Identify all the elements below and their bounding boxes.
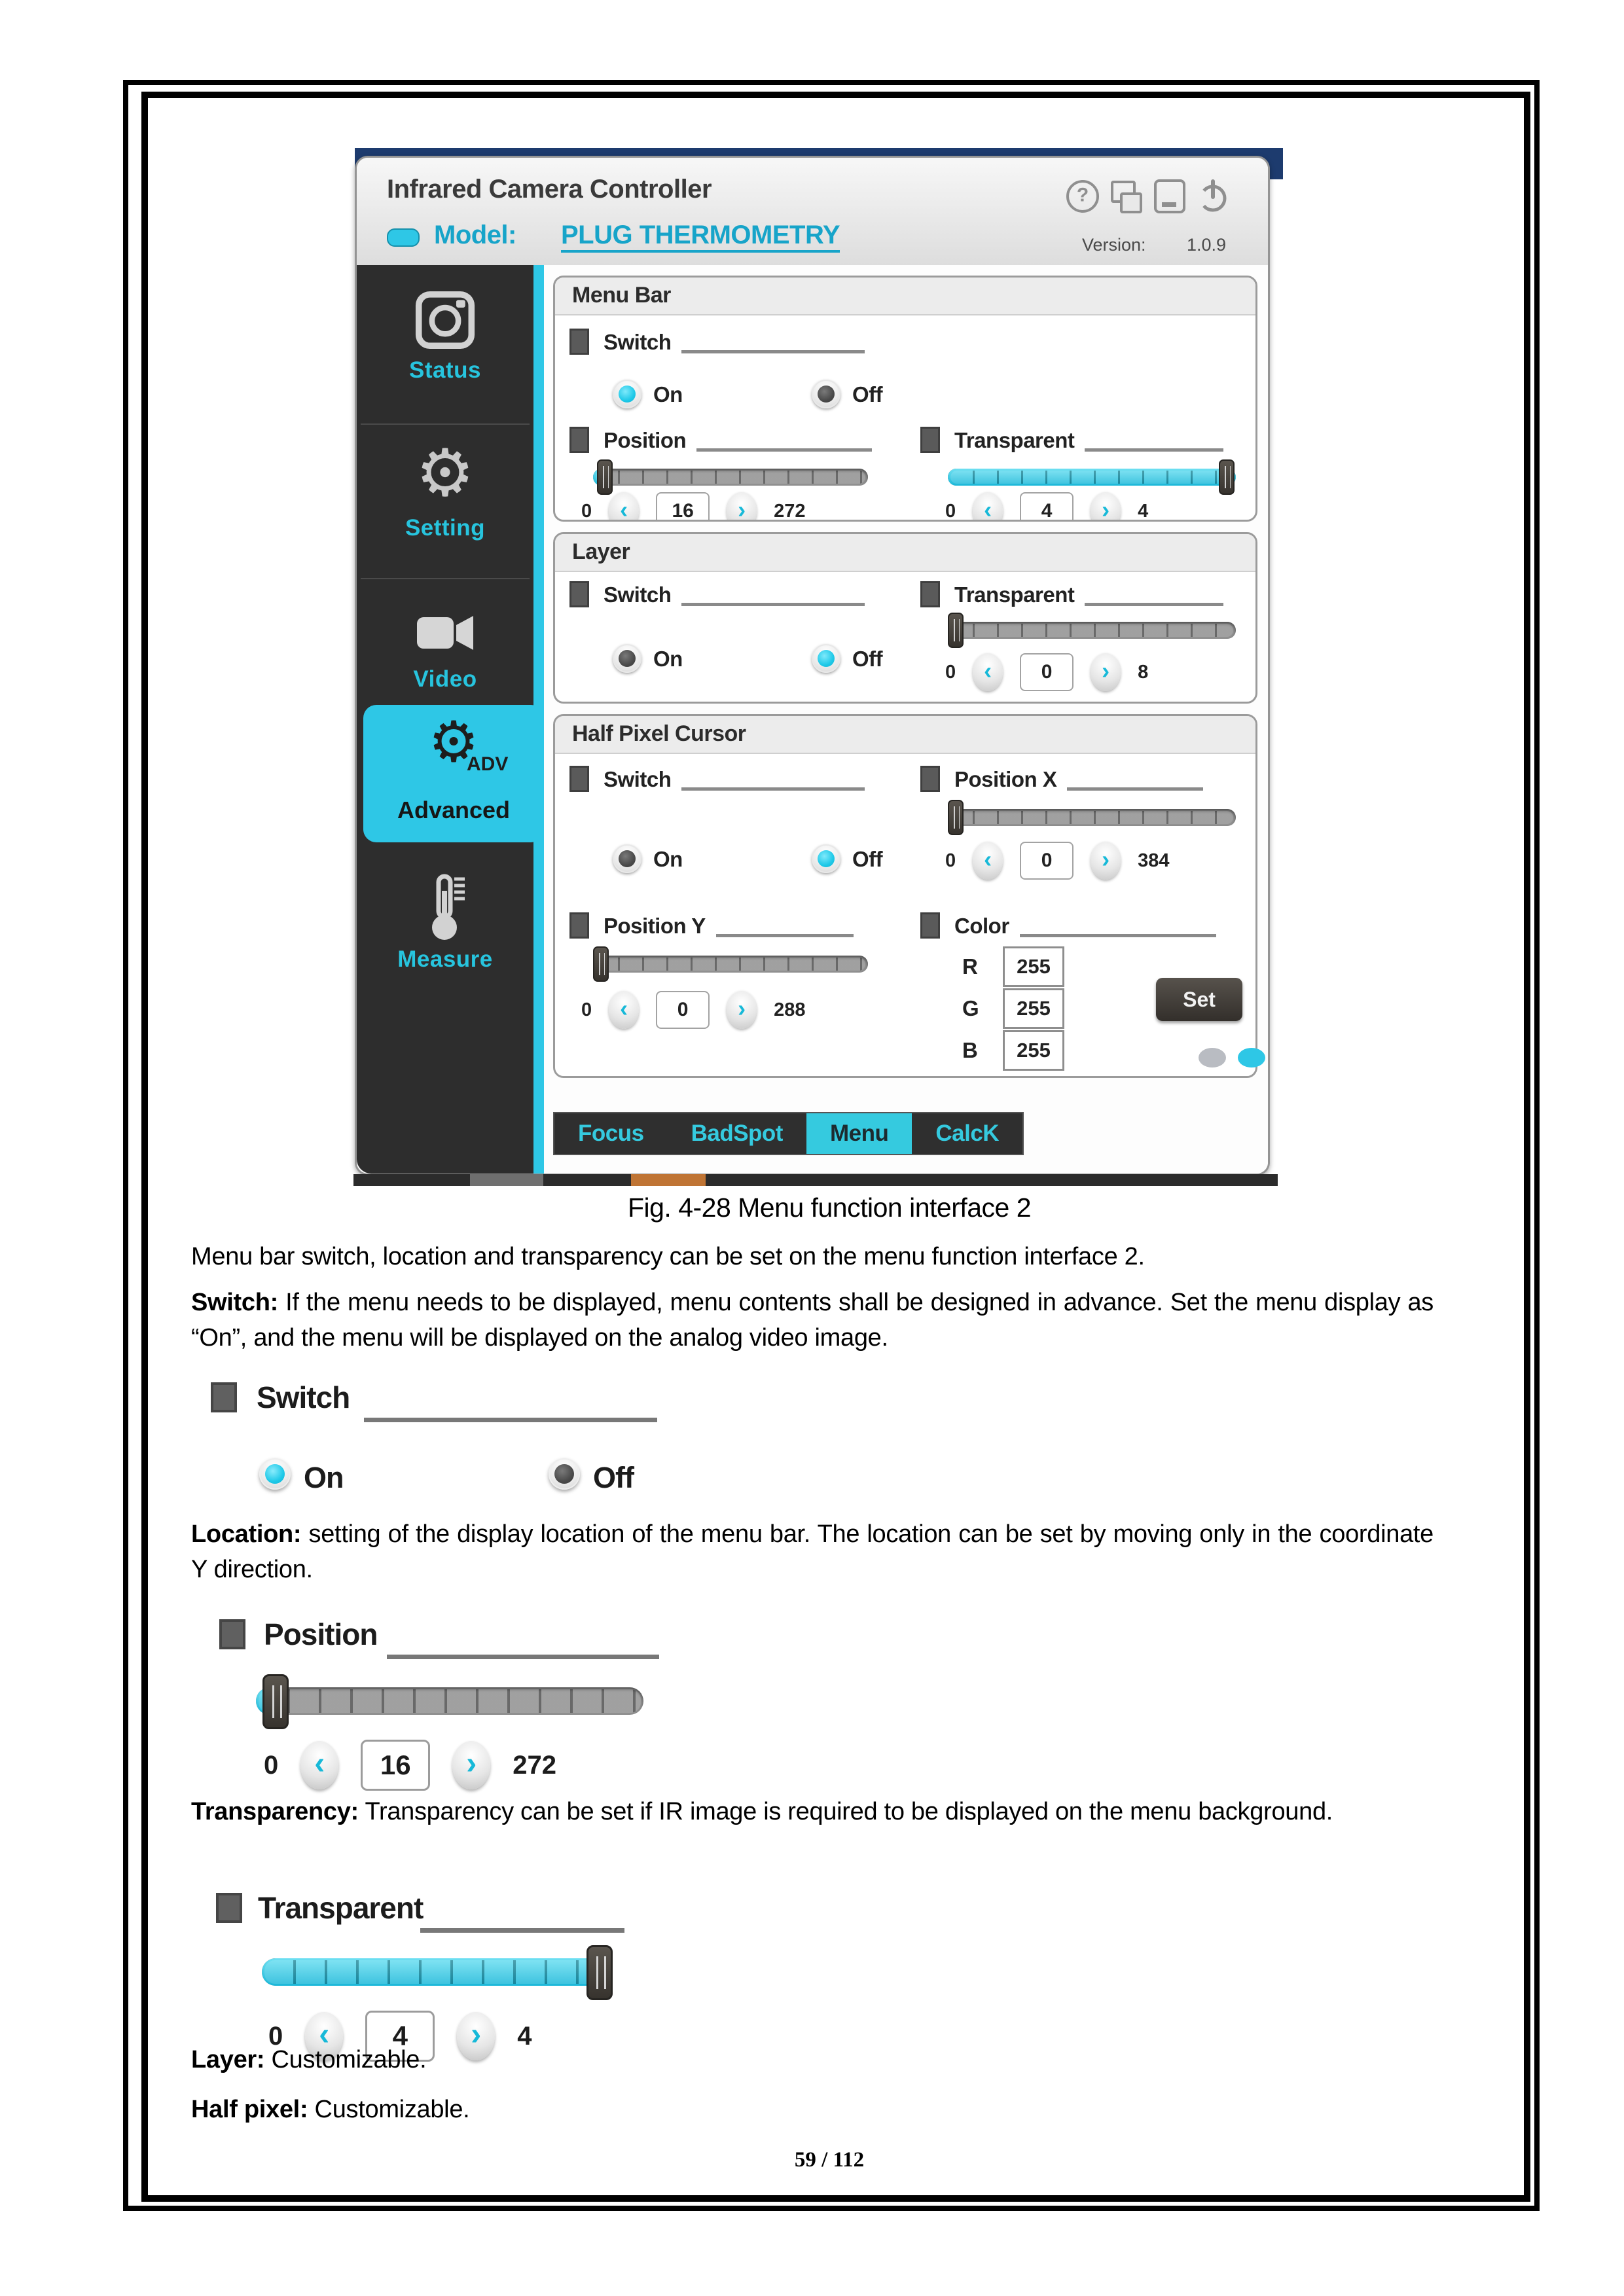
slider-thumb[interactable] [948, 800, 964, 835]
field-label: Position X [954, 767, 1057, 791]
thermometer-icon [411, 872, 479, 943]
window-bottom-strip [353, 1174, 1278, 1186]
line-body: Customizable. [264, 2046, 427, 2073]
position-slider [256, 1687, 643, 1715]
decrement-button [300, 1741, 338, 1789]
decrement-button[interactable] [973, 653, 1003, 691]
checkbox-icon[interactable] [920, 766, 940, 792]
decrement-button[interactable] [609, 991, 639, 1029]
increment-button[interactable] [1091, 492, 1121, 522]
power-icon[interactable] [1196, 179, 1230, 214]
value-box[interactable]: 4 [1020, 492, 1074, 522]
paragraph-lead: Location: [191, 1520, 302, 1548]
minimize-icon[interactable] [1154, 179, 1185, 213]
tab-badspot[interactable]: BadSpot [691, 1121, 783, 1146]
g-label: G [962, 996, 979, 1020]
group-layer [553, 532, 1257, 704]
field-label: Transparent [954, 428, 1075, 452]
strip-segment-gray [470, 1174, 543, 1186]
field-underline [420, 1928, 624, 1933]
field-underline [716, 934, 854, 937]
value-box[interactable]: 16 [656, 492, 710, 522]
checkbox-icon [216, 1893, 242, 1923]
paragraph-transparency [191, 1795, 1434, 1830]
bottom-tabbar [554, 1113, 1022, 1154]
checkbox-icon[interactable] [569, 581, 589, 607]
sidebar-item-label: Status [409, 357, 481, 383]
sidebar-accent-stripe [533, 265, 544, 1174]
connection-status-icon [387, 228, 420, 247]
radio-off [549, 1458, 580, 1490]
transparent-field [920, 581, 1242, 607]
tab-focus[interactable]: Focus [578, 1121, 644, 1146]
page-dot-inactive[interactable] [1199, 1048, 1226, 1067]
stepper-max: 384 [1138, 850, 1170, 871]
adv-badge: ADV [467, 753, 509, 775]
switch-field [569, 581, 875, 607]
stepper-max: 272 [774, 500, 806, 522]
checkbox-icon [211, 1382, 237, 1412]
stepper-max: 4 [1138, 500, 1149, 522]
radio-label-on: On [653, 847, 683, 871]
b-label: B [962, 1038, 978, 1062]
increment-button[interactable] [727, 492, 757, 522]
stepper-min: 0 [264, 1750, 279, 1780]
field-underline [681, 350, 865, 353]
version-label: Version: [1082, 235, 1146, 255]
model-label: Model: [434, 221, 516, 249]
gear-icon: ⚙ [416, 437, 475, 510]
app-screenshot [353, 148, 1283, 1189]
titlebar-icons [1066, 176, 1256, 217]
field-label: Switch [604, 583, 672, 607]
help-icon[interactable] [1066, 180, 1099, 213]
field-underline [387, 1655, 659, 1659]
excerpt-label: Switch [257, 1380, 350, 1414]
stepper-min: 0 [945, 661, 956, 683]
field-underline [681, 603, 865, 606]
radio-label-off: Off [852, 382, 883, 406]
model-link[interactable]: PLUG THERMOMETRY [561, 221, 840, 253]
sidebar-item-measure[interactable] [357, 872, 533, 973]
b-input[interactable]: 255 [1003, 1030, 1064, 1071]
sidebar-item-status[interactable] [357, 285, 533, 384]
increment-button[interactable] [1091, 653, 1121, 691]
stepper-min: 0 [945, 850, 956, 871]
stepper-max: 288 [774, 999, 806, 1020]
position-x-slider[interactable] [948, 809, 1236, 826]
excerpt-label: Transparent [258, 1891, 424, 1925]
stepper-min: 0 [581, 500, 592, 522]
transparent-stepper [945, 492, 1148, 522]
slider-thumb[interactable] [948, 613, 964, 648]
field-label: Position Y [604, 914, 706, 938]
stepper-max: 272 [513, 1750, 556, 1780]
sidebar-item-label: Advanced [397, 797, 511, 823]
paragraph-lead: Transparency: [191, 1798, 359, 1825]
excerpt-switch [211, 1374, 708, 1512]
set-button[interactable]: Set [1156, 978, 1242, 1021]
radio-label-on: On [653, 382, 683, 406]
field-label: Switch [604, 330, 672, 354]
field-label: Switch [604, 767, 672, 791]
video-camera-icon [409, 603, 481, 663]
paragraph-intro: Menu bar switch, location and transparency can be set on the menu function interface 2. [191, 1243, 1145, 1270]
group-half-pixel-cursor [553, 714, 1257, 1078]
radio-off[interactable] [812, 380, 840, 408]
field-underline [1020, 934, 1216, 937]
checkbox-icon[interactable] [920, 427, 940, 453]
display-switch-icon[interactable] [1110, 179, 1144, 213]
position-slider[interactable] [593, 469, 868, 486]
position-stepper [581, 492, 806, 522]
group-menu-bar [553, 276, 1257, 522]
radio-label-off: Off [852, 647, 883, 671]
figure-caption: Fig. 4-28 Menu function interface 2 [627, 1193, 1032, 1223]
line-lead: Layer: [191, 2046, 265, 2073]
paragraph-lead: Switch: [191, 1289, 279, 1316]
excerpt-label: Position [264, 1617, 378, 1651]
group-header [555, 534, 1255, 572]
position-x-field [920, 766, 1242, 792]
value-box: 16 [361, 1740, 430, 1791]
g-input[interactable]: 255 [1003, 988, 1064, 1029]
checkbox-icon[interactable] [569, 427, 589, 453]
page-indicator [1199, 1048, 1265, 1067]
line-body: Customizable. [308, 2096, 470, 2123]
stepper-min: 0 [945, 500, 956, 522]
field-underline [364, 1418, 657, 1422]
radio-on[interactable] [613, 844, 641, 873]
radio-label-off: Off [852, 847, 883, 871]
field-label: Transparent [954, 583, 1075, 607]
sidebar-item-label: Video [413, 666, 477, 692]
excerpt-transparent [216, 1885, 713, 2049]
checkbox-icon[interactable] [569, 912, 589, 939]
stepper-max: 8 [1138, 661, 1149, 683]
group-header [555, 716, 1255, 754]
excerpt-position [219, 1611, 717, 1788]
version-value: 1.0.9 [1187, 235, 1227, 255]
main-panel [544, 265, 1268, 1174]
transparent-field [920, 427, 1242, 453]
slider-thumb[interactable] [597, 459, 613, 495]
page-number: 59 / 112 [794, 2148, 865, 2172]
radio-off[interactable] [812, 644, 840, 673]
sidebar-item-label: Setting [405, 515, 486, 541]
field-underline [681, 787, 865, 791]
page-dot-active[interactable] [1238, 1048, 1265, 1067]
stepper-min: 0 [268, 2021, 283, 2051]
slider-thumb[interactable] [1219, 459, 1235, 495]
sidebar [357, 265, 533, 1174]
field-underline [1085, 448, 1223, 452]
transparent-slider[interactable] [948, 622, 1236, 639]
position-x-stepper [945, 842, 1170, 880]
position-stepper [264, 1740, 556, 1791]
increment-button[interactable] [727, 991, 757, 1029]
line-layer [191, 2046, 426, 2074]
position-y-field [569, 912, 875, 939]
switch-field [569, 329, 875, 355]
field-underline [1085, 603, 1223, 606]
field-underline [696, 448, 872, 452]
color-field [920, 912, 1242, 939]
paragraph-body: Transparency can be set if IR image is required to be displayed on the menu background. [358, 1798, 1333, 1825]
position-field [569, 427, 875, 453]
r-input[interactable]: 255 [1003, 946, 1064, 987]
field-label: Position [604, 428, 687, 452]
checkbox-icon[interactable] [920, 912, 940, 939]
value-box[interactable]: 0 [1020, 653, 1074, 691]
radio-on[interactable] [613, 380, 641, 408]
increment-button [452, 1741, 490, 1789]
transparent-slider[interactable] [948, 469, 1236, 486]
radio-on [259, 1458, 291, 1490]
sidebar-item-setting[interactable] [357, 437, 533, 541]
app-window [355, 156, 1270, 1175]
transparent-stepper [945, 653, 1148, 691]
checkbox-icon[interactable] [920, 581, 940, 607]
increment-button[interactable] [1091, 842, 1121, 880]
slider-thumb[interactable] [593, 946, 609, 982]
group-title: Half Pixel Cursor [572, 721, 746, 746]
checkbox-icon [219, 1619, 245, 1649]
decrement-button[interactable] [973, 492, 1003, 522]
stepper-min: 0 [581, 999, 592, 1020]
group-header [555, 278, 1255, 315]
position-y-stepper [581, 991, 806, 1029]
field-label: Color [954, 914, 1009, 938]
value-box[interactable]: 0 [1020, 842, 1074, 880]
sidebar-item-advanced[interactable] [363, 705, 544, 842]
stepper-max: 4 [517, 2021, 532, 2051]
titlebar [357, 158, 1268, 266]
paragraph-body: If the menu needs to be displayed, menu contents shall be designed in advance. Set the menu display as “On”, and the menu will be displayed on the analog video image. [191, 1289, 1434, 1352]
app-title: Infrared Camera Controller [387, 175, 712, 204]
strip-segment-orange [631, 1174, 706, 1186]
switch-field [569, 766, 875, 792]
gear-adv-icon: ⚙ ADV [428, 711, 509, 775]
sidebar-divider [361, 423, 530, 425]
increment-button [457, 2012, 495, 2060]
value-box[interactable]: 0 [656, 991, 710, 1029]
line-lead: Half pixel: [191, 2096, 308, 2123]
sidebar-item-video[interactable] [357, 603, 533, 692]
group-title: Layer [572, 539, 630, 564]
radio-label-off: Off [593, 1461, 634, 1494]
transparent-slider [262, 1958, 613, 1986]
line-half-pixel [191, 2096, 469, 2124]
r-label: R [962, 954, 978, 978]
paragraph-switch [191, 1285, 1434, 1356]
value-box: 4 [365, 2011, 435, 2062]
paragraph-body: setting of the display location of the menu bar. The location can be set by moving only in the coordinate Y direction. [191, 1520, 1434, 1583]
decrement-button[interactable] [609, 492, 639, 522]
tab-calck[interactable]: CalcK [935, 1121, 1000, 1146]
group-title: Menu Bar [572, 283, 671, 308]
position-y-slider[interactable] [593, 956, 868, 973]
decrement-button[interactable] [973, 842, 1003, 880]
sidebar-item-label: Measure [397, 946, 493, 972]
radio-on[interactable] [613, 644, 641, 673]
slider-thumb [262, 1674, 289, 1729]
radio-off[interactable] [812, 844, 840, 873]
checkbox-icon[interactable] [569, 766, 589, 792]
paragraph-location [191, 1517, 1434, 1588]
checkbox-icon[interactable] [569, 329, 589, 355]
sidebar-divider [361, 578, 530, 579]
slider-thumb [586, 1945, 613, 2000]
radio-label-on: On [304, 1461, 344, 1494]
radio-label-on: On [653, 647, 683, 671]
tab-menu[interactable]: Menu [806, 1113, 912, 1154]
camera-icon [410, 285, 480, 354]
field-underline [1067, 787, 1203, 791]
